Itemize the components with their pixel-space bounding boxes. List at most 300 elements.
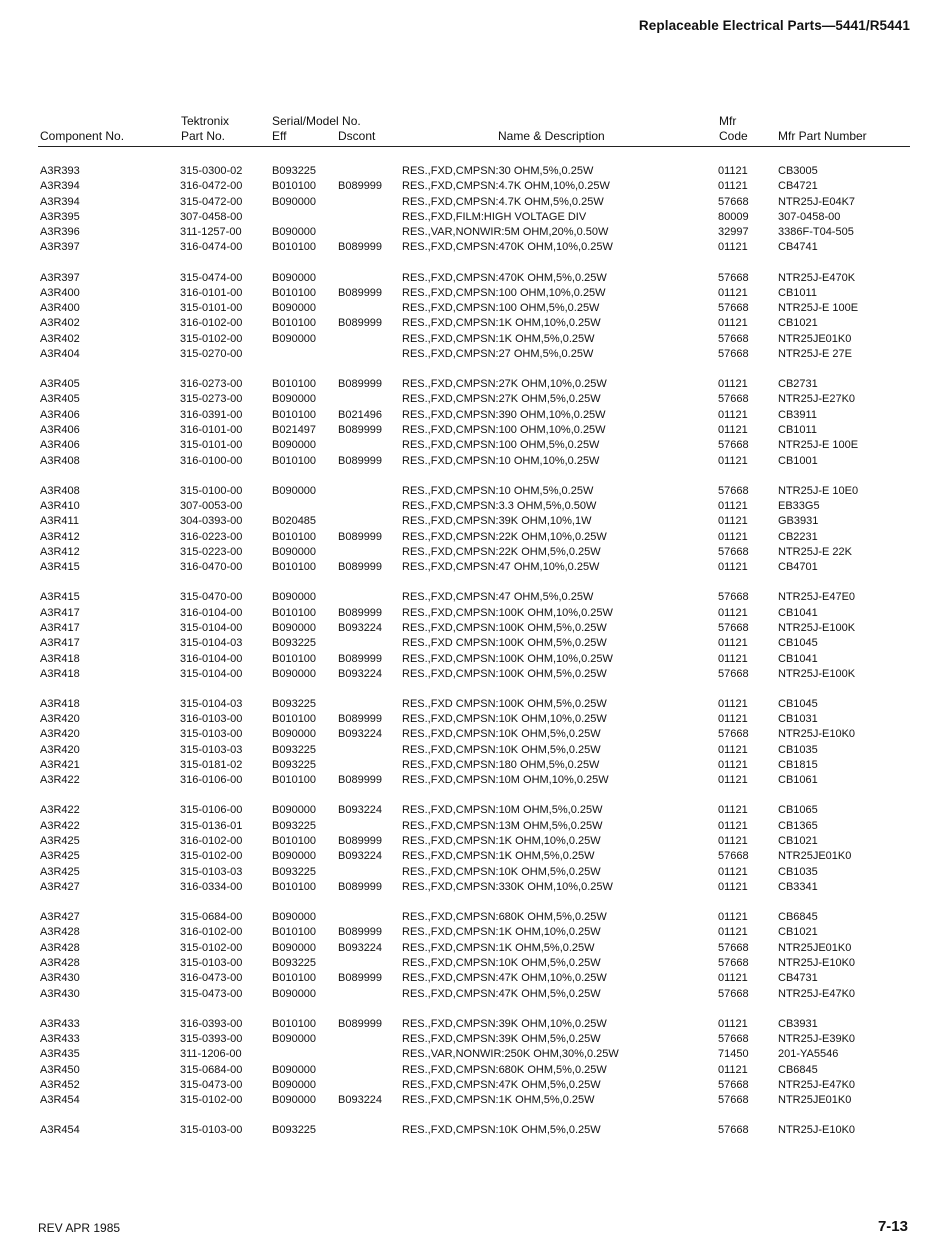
- mfr-part-number-cell: NTR25J-E470K: [778, 271, 856, 284]
- eff-cell: B090000: [272, 226, 317, 239]
- mfr-part-number-cell: CB1021: [778, 835, 818, 848]
- eff-cell: B010100: [272, 286, 317, 299]
- description-cell: RES.,FXD,CMPSN:10 OHM,10%,0.25W: [402, 454, 600, 467]
- mfr-code-cell: 01121: [718, 697, 748, 710]
- table-row: [0, 819, 950, 834]
- component-no-cell: A3R422: [40, 804, 80, 817]
- eff-cell: B090000: [272, 621, 317, 634]
- mfr-part-number-cell: CB4731: [778, 972, 818, 985]
- mfr-part-number-cell: NTR25J-E47K0: [778, 1078, 856, 1091]
- eff-cell: B090000: [272, 591, 317, 604]
- eff-cell: B093225: [272, 165, 317, 177]
- description-cell: RES.,FXD CMPSN:100K OHM,5%,0.25W: [402, 637, 607, 650]
- mfr-code-cell: 01121: [718, 408, 748, 421]
- mfr-code-cell: 01121: [718, 804, 748, 817]
- dscont-cell: B093224: [338, 667, 383, 680]
- component-no-cell: A3R425: [40, 850, 80, 863]
- description-cell: RES.,FXD,CMPSN:4.7K OHM,5%,0.25W: [402, 195, 604, 208]
- component-no-cell: A3R412: [40, 545, 80, 558]
- eff-cell: B090000: [272, 911, 317, 924]
- eff-cell: B021497: [272, 424, 317, 437]
- dscont-cell: B021496: [338, 408, 383, 421]
- table-row: [0, 392, 950, 407]
- mfr-part-number-cell: CB6845: [778, 911, 818, 924]
- eff-cell: B010100: [272, 561, 317, 574]
- mfr-part-number-cell: EB33G5: [778, 500, 820, 513]
- row-group: [0, 484, 950, 576]
- part-no-cell: 316-0101-00: [180, 424, 243, 437]
- eff-cell: B010100: [272, 378, 317, 391]
- mfr-code-cell: 01121: [718, 317, 748, 330]
- mfr-code-cell: 57668: [718, 439, 749, 452]
- table-row: [0, 697, 950, 712]
- table-row: [0, 1078, 950, 1093]
- part-no-cell: 316-0223-00: [180, 530, 243, 543]
- description-cell: RES.,FXD,CMPSN:10M OHM,10%,0.25W: [402, 774, 609, 787]
- component-no-cell: A3R405: [40, 378, 80, 391]
- component-no-cell: A3R397: [40, 241, 80, 254]
- table-row: [0, 438, 950, 453]
- eff-cell: B010100: [272, 606, 317, 619]
- part-no-cell: 315-0136-01: [180, 819, 243, 832]
- mfr-part-number-cell: CB1041: [778, 606, 818, 619]
- mfr-part-number-cell: NTR25J-E27K0: [778, 393, 856, 406]
- header-serial-model-no: Serial/Model No.: [272, 114, 361, 128]
- table-row: [0, 286, 950, 301]
- dscont-cell: B089999: [338, 774, 383, 787]
- dscont-cell: B089999: [338, 454, 383, 467]
- part-no-cell: 316-0101-00: [180, 286, 243, 299]
- mfr-part-number-cell: CB4721: [778, 180, 818, 193]
- mfr-part-number-cell: 3386F-T04-505: [778, 226, 854, 239]
- eff-cell: B010100: [272, 317, 317, 330]
- part-no-cell: 315-0473-00: [180, 987, 243, 1000]
- part-no-cell: 307-0458-00: [180, 210, 243, 223]
- mfr-part-number-cell: NTR25J-E 100E: [778, 439, 859, 452]
- table-row: [0, 195, 950, 210]
- part-no-cell: 315-0104-03: [180, 637, 243, 650]
- description-cell: RES.,FXD,CMPSN:1K OHM,10%,0.25W: [402, 926, 601, 939]
- mfr-code-cell: 80009: [718, 210, 749, 223]
- mfr-code-cell: 71450: [718, 1048, 749, 1061]
- component-no-cell: A3R428: [40, 926, 80, 939]
- table-row: [0, 301, 950, 316]
- description-cell: RES.,FXD,CMPSN:680K OHM,5%,0.25W: [402, 911, 607, 924]
- table-row: [0, 484, 950, 499]
- eff-cell: B093225: [272, 1124, 317, 1137]
- part-no-cell: 315-0273-00: [180, 393, 243, 406]
- table-row: [0, 423, 950, 438]
- row-group: [0, 164, 950, 256]
- table-row: [0, 712, 950, 727]
- component-no-cell: A3R421: [40, 759, 80, 772]
- description-cell: RES.,FXD,CMPSN:39K OHM,10%,0.25W: [402, 1017, 607, 1030]
- description-cell: RES.,FXD,FILM:HIGH VOLTAGE DIV: [402, 210, 587, 223]
- dscont-cell: B093224: [338, 621, 383, 634]
- component-no-cell: A3R418: [40, 667, 80, 680]
- component-no-cell: A3R450: [40, 1063, 80, 1076]
- description-cell: RES.,FXD,CMPSN:100K OHM,5%,0.25W: [402, 621, 607, 634]
- part-no-cell: 307-0053-00: [180, 500, 243, 513]
- table-row: [0, 773, 950, 788]
- mfr-code-cell: 01121: [718, 652, 748, 665]
- description-cell: RES.,FXD,CMPSN:1K OHM,5%,0.25W: [402, 850, 595, 863]
- eff-cell: B090000: [272, 393, 317, 406]
- component-no-cell: A3R433: [40, 1032, 80, 1045]
- mfr-code-cell: 01121: [718, 606, 748, 619]
- mfr-code-cell: 01121: [718, 1063, 748, 1076]
- dscont-cell: B089999: [338, 713, 383, 726]
- eff-cell: B090000: [272, 1078, 317, 1091]
- row-group: [0, 803, 950, 895]
- mfr-part-number-cell: NTR25J-E10K0: [778, 728, 856, 741]
- component-no-cell: A3R417: [40, 637, 80, 650]
- eff-cell: B010100: [272, 652, 317, 665]
- description-cell: RES.,FXD,CMPSN:27K OHM,10%,0.25W: [402, 378, 607, 391]
- mfr-code-cell: 01121: [718, 561, 748, 574]
- component-no-cell: A3R397: [40, 271, 80, 284]
- component-no-cell: A3R415: [40, 591, 80, 604]
- description-cell: RES.,FXD,CMPSN:100 OHM,10%,0.25W: [402, 286, 606, 299]
- table-row: [0, 652, 950, 667]
- part-no-cell: 315-0300-02: [180, 165, 243, 177]
- description-cell: RES.,VAR,NONWIR:250K OHM,30%,0.25W: [402, 1048, 619, 1061]
- description-cell: RES.,FXD,CMPSN:470K OHM,10%,0.25W: [402, 241, 613, 254]
- component-no-cell: A3R406: [40, 439, 80, 452]
- dscont-cell: B093224: [338, 804, 383, 817]
- component-no-cell: A3R404: [40, 348, 80, 361]
- description-cell: RES.,FXD,CMPSN:27 OHM,5%,0.25W: [402, 348, 594, 361]
- eff-cell: B010100: [272, 713, 317, 726]
- mfr-part-number-cell: 201-YA5546: [778, 1048, 839, 1061]
- description-cell: RES.,FXD,CMPSN:1K OHM,10%,0.25W: [402, 835, 601, 848]
- mfr-part-number-cell: NTR25J-E 10E0: [778, 484, 859, 497]
- description-cell: RES.,FXD,CMPSN:470K OHM,5%,0.25W: [402, 271, 607, 284]
- component-no-cell: A3R405: [40, 393, 80, 406]
- table-row: [0, 1123, 950, 1138]
- mfr-code-cell: 01121: [718, 743, 748, 756]
- mfr-code-cell: 01121: [718, 241, 748, 254]
- mfr-part-number-cell: NTR25J-E47K0: [778, 987, 856, 1000]
- part-no-cell: 315-0102-00: [180, 850, 243, 863]
- description-cell: RES.,FXD,CMPSN:100 OHM,5%,0.25W: [402, 439, 600, 452]
- eff-cell: B010100: [272, 880, 317, 893]
- mfr-code-cell: 57668: [718, 956, 749, 969]
- mfr-part-number-cell: CB1061: [778, 774, 818, 787]
- description-cell: RES.,FXD CMPSN:100K OHM,5%,0.25W: [402, 697, 607, 710]
- mfr-code-cell: 57668: [718, 348, 749, 361]
- part-no-cell: 311-1206-00: [180, 1048, 242, 1061]
- table-row: [0, 545, 950, 560]
- mfr-code-cell: 01121: [718, 424, 748, 437]
- mfr-code-cell: 57668: [718, 393, 749, 406]
- mfr-part-number-cell: NTR25J-E 27E: [778, 348, 852, 361]
- mfr-part-number-cell: NTR25JE01K0: [778, 941, 852, 954]
- table-row: [0, 880, 950, 895]
- part-no-cell: 315-0101-00: [180, 302, 243, 315]
- dscont-cell: B089999: [338, 424, 383, 437]
- part-no-cell: 315-0102-00: [180, 1094, 243, 1107]
- table-row: [0, 1047, 950, 1062]
- mfr-part-number-cell: CB1041: [778, 652, 818, 665]
- eff-cell: B090000: [272, 302, 317, 315]
- part-no-cell: 315-0473-00: [180, 1078, 243, 1091]
- header-name-description: Name & Description: [498, 129, 605, 143]
- mfr-part-number-cell: NTR25J-E 22K: [778, 545, 852, 558]
- eff-cell: B090000: [272, 545, 317, 558]
- component-no-cell: A3R394: [40, 180, 80, 193]
- component-no-cell: A3R415: [40, 561, 80, 574]
- row-group: [0, 1123, 950, 1138]
- row-group: [0, 1017, 950, 1109]
- description-cell: RES.,FXD,CMPSN:100K OHM,10%,0.25W: [402, 606, 613, 619]
- description-cell: RES.,FXD,CMPSN:1K OHM,5%,0.25W: [402, 1094, 595, 1107]
- eff-cell: B090000: [272, 484, 317, 497]
- eff-cell: B093225: [272, 743, 317, 756]
- mfr-part-number-cell: CB1035: [778, 865, 818, 878]
- mfr-part-number-cell: NTR25JE01K0: [778, 1094, 852, 1107]
- part-no-cell: 316-0106-00: [180, 774, 243, 787]
- table-row: [0, 530, 950, 545]
- eff-cell: B090000: [272, 195, 317, 208]
- eff-cell: B090000: [272, 941, 317, 954]
- component-no-cell: A3R396: [40, 226, 80, 239]
- description-cell: RES.,FXD,CMPSN:1K OHM,5%,0.25W: [402, 941, 595, 954]
- page-number: 7-13: [877, 1218, 908, 1235]
- table-row: [0, 316, 950, 331]
- component-no-cell: A3R408: [40, 484, 80, 497]
- component-no-cell: A3R406: [40, 408, 80, 421]
- component-no-cell: A3R412: [40, 530, 80, 543]
- eff-cell: B090000: [272, 1063, 317, 1076]
- mfr-code-cell: 01121: [718, 911, 748, 924]
- mfr-part-number-cell: CB1011: [778, 286, 817, 299]
- mfr-part-number-cell: CB3005: [778, 165, 818, 177]
- revision-date: REV APR 1985: [38, 1221, 121, 1235]
- table-row: [0, 971, 950, 986]
- dscont-cell: B089999: [338, 652, 383, 665]
- mfr-code-cell: 57668: [718, 332, 749, 345]
- component-no-cell: A3R425: [40, 835, 80, 848]
- mfr-part-number-cell: CB1021: [778, 317, 818, 330]
- mfr-code-cell: 01121: [718, 713, 748, 726]
- description-cell: RES.,FXD,CMPSN:10K OHM,5%,0.25W: [402, 728, 601, 741]
- part-no-cell: 316-0102-00: [180, 835, 243, 848]
- page-header: Replaceable Electrical Parts—5441/R5441: [638, 18, 910, 33]
- mfr-part-number-cell: CB1021: [778, 926, 818, 939]
- table-row: [0, 210, 950, 225]
- component-no-cell: A3R433: [40, 1017, 80, 1030]
- mfr-part-number-cell: CB3931: [778, 1017, 818, 1030]
- table-row: [0, 956, 950, 971]
- part-no-cell: 315-0103-00: [180, 956, 243, 969]
- eff-cell: B090000: [272, 1094, 317, 1107]
- description-cell: RES.,VAR,NONWIR:5M OHM,20%,0.50W: [402, 226, 609, 239]
- mfr-code-cell: 32997: [718, 226, 749, 239]
- eff-cell: B010100: [272, 926, 317, 939]
- row-group: [0, 271, 950, 363]
- eff-cell: B090000: [272, 332, 317, 345]
- eff-cell: B010100: [272, 774, 317, 787]
- mfr-part-number-cell: 307-0458-00: [778, 210, 841, 223]
- description-cell: RES.,FXD,CMPSN:10K OHM,5%,0.25W: [402, 743, 601, 756]
- mfr-part-number-cell: CB1045: [778, 697, 818, 710]
- mfr-code-cell: 01121: [718, 880, 748, 893]
- description-cell: RES.,FXD,CMPSN:39K OHM,5%,0.25W: [402, 1032, 601, 1045]
- mfr-part-number-cell: GB3931: [778, 515, 819, 528]
- mfr-part-number-cell: CB3341: [778, 880, 818, 893]
- description-cell: RES.,FXD,CMPSN:47K OHM,5%,0.25W: [402, 987, 601, 1000]
- mfr-part-number-cell: NTR25J-E10K0: [778, 1124, 856, 1137]
- description-cell: RES.,FXD,CMPSN:22K OHM,5%,0.25W: [402, 545, 601, 558]
- mfr-code-cell: 57668: [718, 302, 749, 315]
- part-no-cell: 316-0391-00: [180, 408, 243, 421]
- mfr-code-cell: 01121: [718, 286, 748, 299]
- part-no-cell: 316-0393-00: [180, 1017, 243, 1030]
- part-no-cell: 315-0181-02: [180, 759, 243, 772]
- mfr-part-number-cell: NTR25J-E39K0: [778, 1032, 856, 1045]
- mfr-part-number-cell: CB1001: [778, 454, 818, 467]
- component-no-cell: A3R435: [40, 1048, 80, 1061]
- table-row: [0, 225, 950, 240]
- dscont-cell: B089999: [338, 241, 383, 254]
- component-no-cell: A3R393: [40, 165, 80, 177]
- table-row: [0, 606, 950, 621]
- mfr-code-cell: 01121: [718, 759, 748, 772]
- part-no-cell: 316-0273-00: [180, 378, 243, 391]
- eff-cell: B010100: [272, 835, 317, 848]
- mfr-code-cell: 57668: [718, 545, 749, 558]
- table-row: [0, 164, 950, 179]
- dscont-cell: B093224: [338, 850, 383, 863]
- table-row: [0, 865, 950, 880]
- table-row: [0, 1017, 950, 1032]
- dscont-cell: B089999: [338, 561, 383, 574]
- mfr-part-number-cell: CB1031: [778, 713, 818, 726]
- part-no-cell: 315-0104-03: [180, 697, 243, 710]
- eff-cell: B090000: [272, 850, 317, 863]
- description-cell: RES.,FXD,CMPSN:27K OHM,5%,0.25W: [402, 393, 601, 406]
- mfr-code-cell: 57668: [718, 1124, 749, 1137]
- part-no-cell: 316-0104-00: [180, 652, 243, 665]
- description-cell: RES.,FXD,CMPSN:47 OHM,10%,0.25W: [402, 561, 600, 574]
- component-no-cell: A3R394: [40, 195, 80, 208]
- description-cell: RES.,FXD,CMPSN:22K OHM,10%,0.25W: [402, 530, 607, 543]
- dscont-cell: B089999: [338, 606, 383, 619]
- part-no-cell: 316-0472-00: [180, 180, 243, 193]
- eff-cell: B093225: [272, 819, 317, 832]
- table-row: [0, 179, 950, 194]
- header-rule: [38, 146, 910, 147]
- table-row: [0, 332, 950, 347]
- part-no-cell: 316-0334-00: [180, 880, 243, 893]
- part-no-cell: 315-0270-00: [180, 348, 243, 361]
- mfr-code-cell: 01121: [718, 774, 748, 787]
- eff-cell: B010100: [272, 408, 317, 421]
- dscont-cell: B089999: [338, 378, 383, 391]
- mfr-part-number-cell: NTR25JE01K0: [778, 850, 852, 863]
- table-row: [0, 834, 950, 849]
- mfr-code-cell: 57668: [718, 621, 749, 634]
- description-cell: RES.,FXD,CMPSN:3.3 OHM,5%,0.50W: [402, 500, 597, 513]
- mfr-code-cell: 57668: [718, 195, 749, 208]
- component-no-cell: A3R430: [40, 972, 80, 985]
- component-no-cell: A3R408: [40, 454, 80, 467]
- mfr-code-cell: 01121: [718, 865, 748, 878]
- dscont-cell: B093224: [338, 1094, 383, 1107]
- part-no-cell: 315-0106-00: [180, 804, 243, 817]
- mfr-part-number-cell: CB1045: [778, 637, 818, 650]
- description-cell: RES.,FXD,CMPSN:1K OHM,5%,0.25W: [402, 332, 595, 345]
- table-row: [0, 758, 950, 773]
- mfr-part-number-cell: CB2231: [778, 530, 818, 543]
- description-cell: RES.,FXD,CMPSN:10 OHM,5%,0.25W: [402, 484, 594, 497]
- component-no-cell: A3R400: [40, 302, 80, 315]
- component-no-cell: A3R454: [40, 1124, 80, 1137]
- header-eff: Eff: [272, 129, 287, 143]
- description-cell: RES.,FXD,CMPSN:100 OHM,10%,0.25W: [402, 424, 606, 437]
- mfr-code-cell: 01121: [718, 637, 748, 650]
- part-no-cell: 316-0104-00: [180, 606, 243, 619]
- mfr-code-cell: 01121: [718, 1017, 748, 1030]
- part-no-cell: 315-0101-00: [180, 439, 243, 452]
- component-no-cell: A3R420: [40, 713, 80, 726]
- mfr-part-number-cell: CB1065: [778, 804, 818, 817]
- mfr-code-cell: 57668: [718, 941, 749, 954]
- component-no-cell: A3R428: [40, 941, 80, 954]
- description-cell: RES.,FXD,CMPSN:39K OHM,10%,1W: [402, 515, 592, 528]
- description-cell: RES.,FXD,CMPSN:47K OHM,5%,0.25W: [402, 1078, 601, 1091]
- table-row: [0, 590, 950, 605]
- part-no-cell: 315-0103-00: [180, 728, 243, 741]
- column-headers: [0, 112, 950, 146]
- mfr-code-cell: 01121: [718, 454, 748, 467]
- eff-cell: B010100: [272, 180, 317, 193]
- dscont-cell: B089999: [338, 317, 383, 330]
- description-cell: RES.,FXD,CMPSN:680K OHM,5%,0.25W: [402, 1063, 607, 1076]
- part-no-cell: 316-0474-00: [180, 241, 243, 254]
- row-group: [0, 377, 950, 469]
- component-no-cell: A3R418: [40, 652, 80, 665]
- mfr-part-number-cell: NTR25J-E04K7: [778, 195, 856, 208]
- eff-cell: B010100: [272, 454, 317, 467]
- mfr-code-cell: 57668: [718, 850, 749, 863]
- dscont-cell: B089999: [338, 926, 383, 939]
- description-cell: RES.,FXD,CMPSN:30 OHM,5%,0.25W: [402, 165, 594, 177]
- table-row: [0, 240, 950, 255]
- mfr-part-number-cell: NTR25J-E100K: [778, 621, 856, 634]
- description-cell: RES.,FXD,CMPSN:4.7K OHM,10%,0.25W: [402, 180, 610, 193]
- part-no-cell: 316-0470-00: [180, 561, 243, 574]
- mfr-part-number-cell: NTR25J-E100K: [778, 667, 856, 680]
- dscont-cell: B093224: [338, 728, 383, 741]
- part-no-cell: 315-0103-03: [180, 865, 243, 878]
- eff-cell: B090000: [272, 667, 317, 680]
- header-mfr-part-number: Mfr Part Number: [778, 129, 867, 143]
- mfr-code-cell: 01121: [718, 972, 748, 985]
- eff-cell: B090000: [272, 728, 317, 741]
- eff-cell: B010100: [272, 530, 317, 543]
- component-no-cell: A3R402: [40, 332, 80, 345]
- mfr-code-cell: 57668: [718, 484, 749, 497]
- mfr-code-cell: 01121: [718, 165, 748, 177]
- part-no-cell: 315-0684-00: [180, 1063, 243, 1076]
- part-no-cell: 315-0103-00: [180, 1124, 243, 1137]
- mfr-code-cell: 01121: [718, 530, 748, 543]
- mfr-code-cell: 01121: [718, 180, 748, 193]
- dscont-cell: B089999: [338, 180, 383, 193]
- header-mfr: Mfr: [719, 114, 737, 128]
